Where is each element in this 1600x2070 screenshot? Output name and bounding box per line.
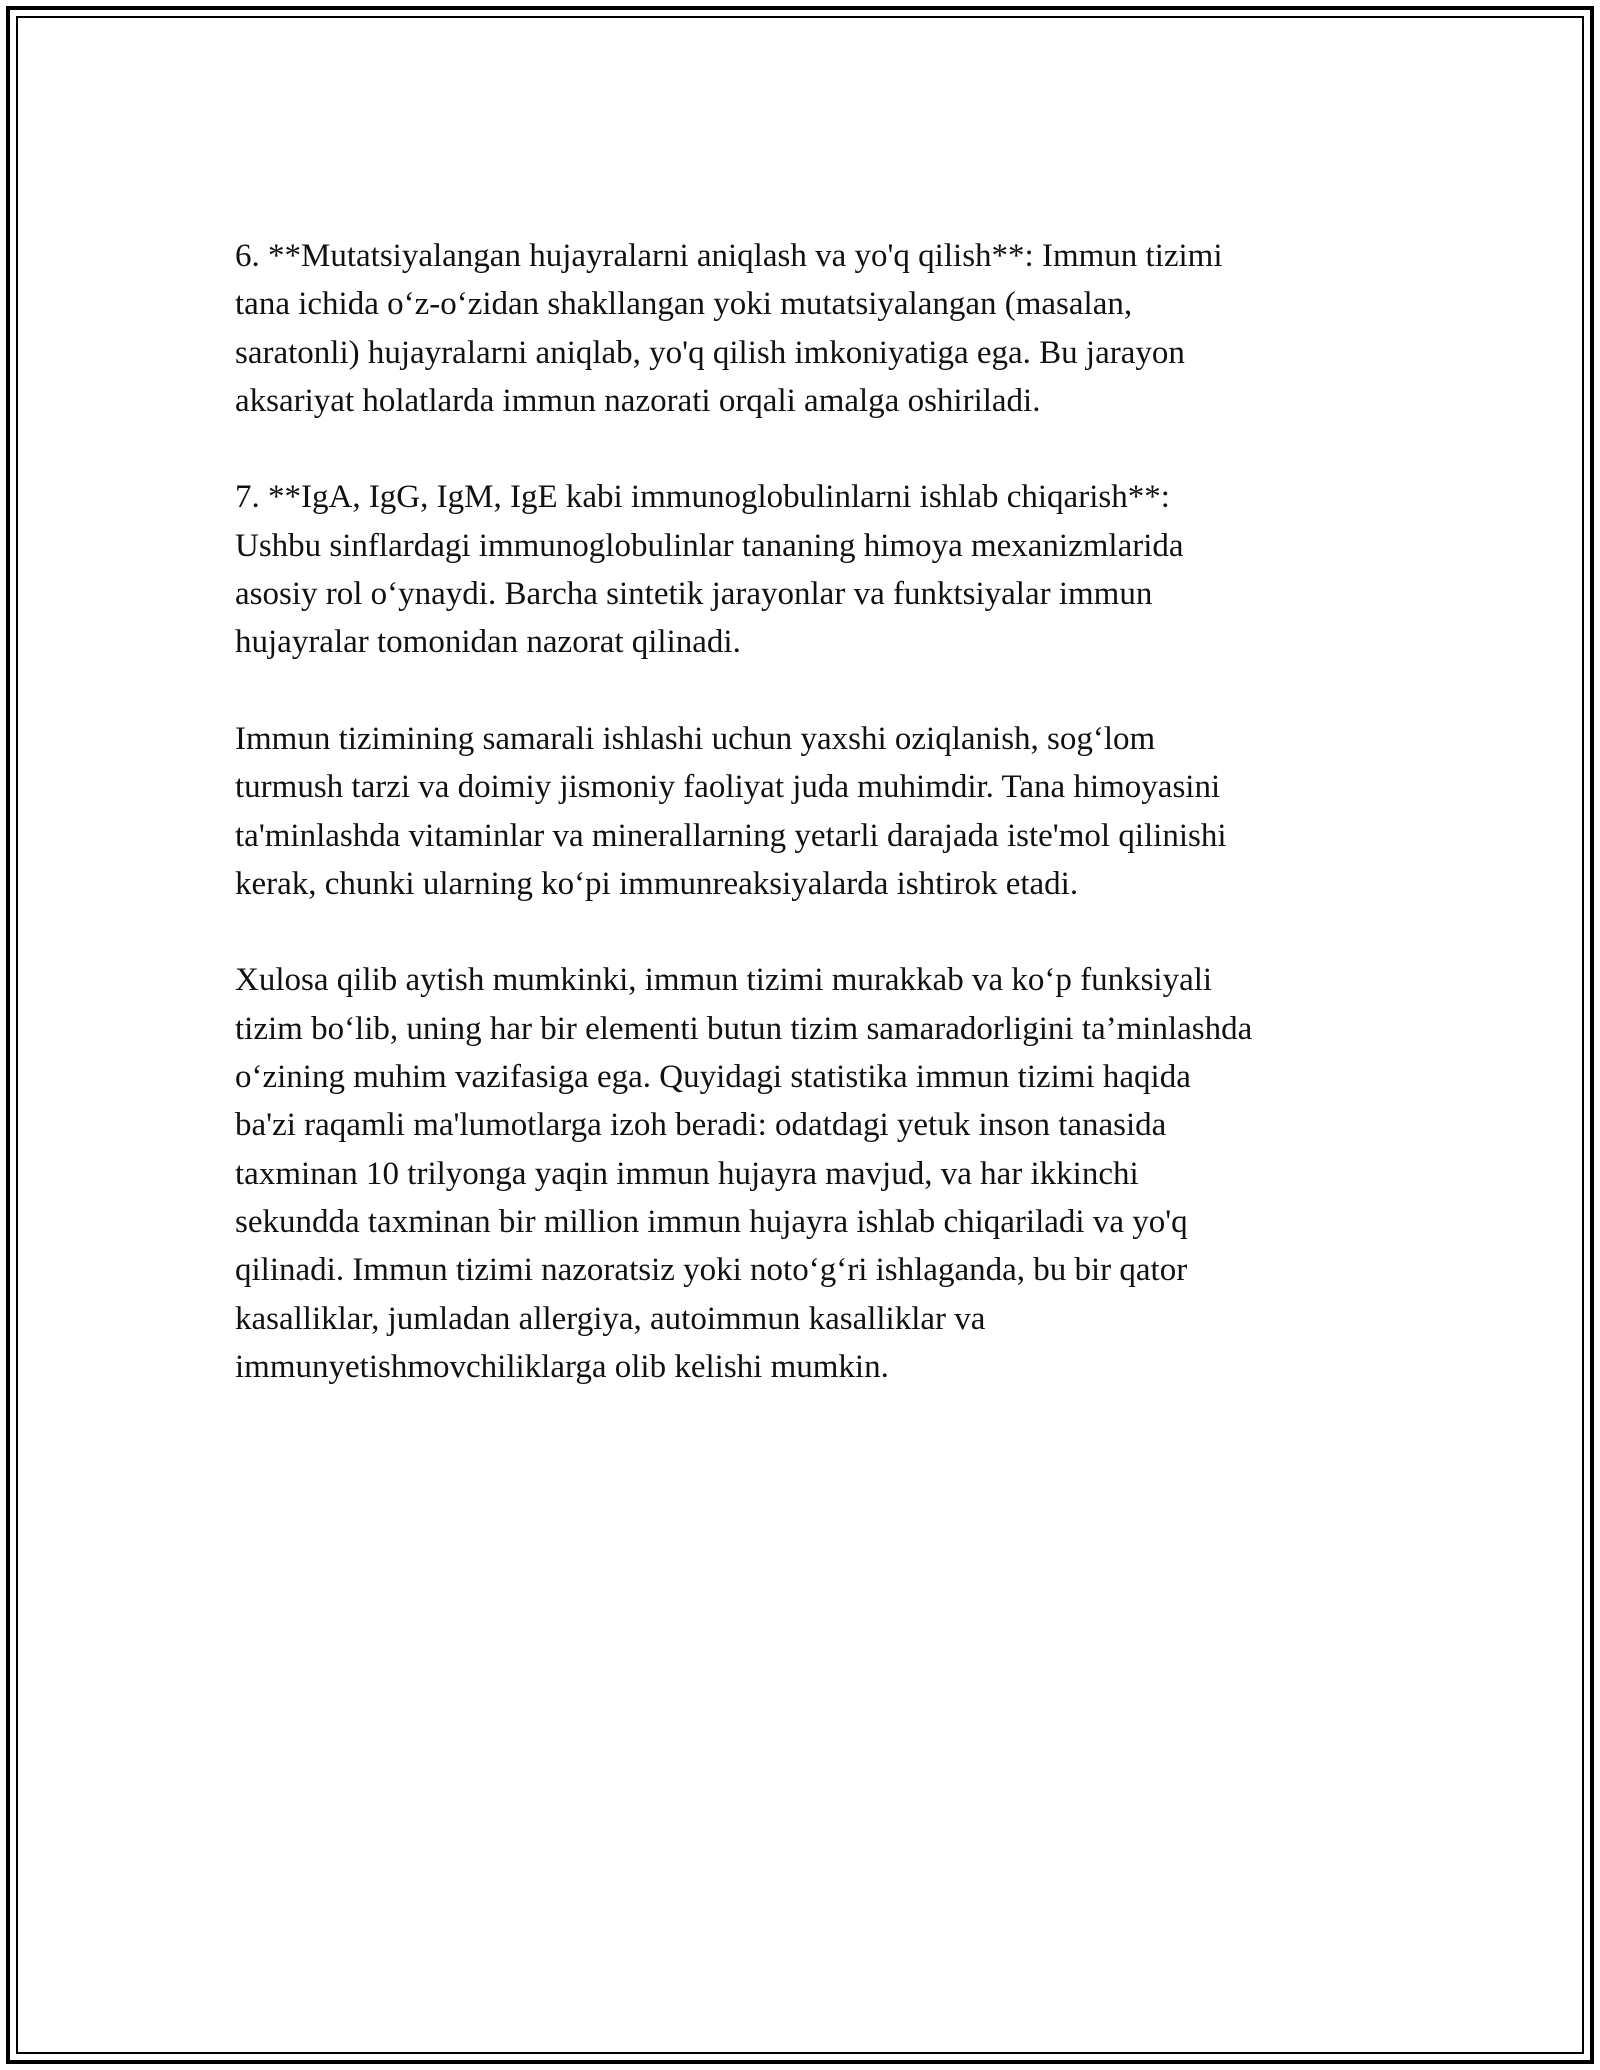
paragraph-conclusion: Xulosa qilib aytish mumkinki, immun tizimi murakkab va ko‘p funksiyali tizim bo‘lib, uning har bir elementi butun tizim samaradorligini ta’minlashda o‘zining muhim vazifasiga ega. Quyidagi statistika immun tizimi haqida ba'zi raqamli ma'lumotlarga izoh beradi: odatdagi yetuk inson tanasida taxminan 10 trilyonga yaqin immun hujayra mavjud, va har ikkinchi sekundda taxminan bir million immun hujayra ishlab chiqariladi va yo'q qilinadi. Immun tizimi nazoratsiz yoki noto‘g‘ri ishlaganda, bu bir qator kasalliklar, jumladan allergiya, autoimmun kasalliklar va immunyetishmovchiliklarga olib kelishi mumkin.	[235, 962, 1253, 1385]
paragraph-item-7: 7. **IgA, IgG, IgM, IgE kabi immunoglobulinlarni ishlab chiqarish**: Ushbu sinflardagi immunoglobulinlar tananing himoya mexanizmlarida asosiy rol o‘ynaydi. Barcha sintetik jarayonlar va funktsiyalar immun hujayralar tomonidan nazorat qilinadi.	[235, 479, 1184, 661]
paragraph-healthy-lifestyle: Immun tizimining samarali ishlashi uchun yaxshi oziqlanish, sog‘lom turmush tarzi va doimiy jismoniy faoliyat juda muhimdir. Tana himoyasini ta'minlashda vitaminlar va minerallarning yetarli darajada iste'mol qilinishi kerak, chunki ularning ko‘pi immunreaksiyalarda ishtirok etadi.	[235, 720, 1227, 902]
paragraph-item-6: 6. **Mutatsiyalangan hujayralarni aniqlash va yo'q qilish**: Immun tizimi tana ichida o‘z-o‘zidan shakllangan yoki mutatsiyalangan (masalan, saratonli) hujayralarni aniqlab, yo'q qilish imkoniyatiga ega. Bu jarayon aksariyat holatlarda immun nazorati orqali amalga oshiriladi.	[235, 238, 1223, 419]
document-body	[235, 232, 1385, 1439]
